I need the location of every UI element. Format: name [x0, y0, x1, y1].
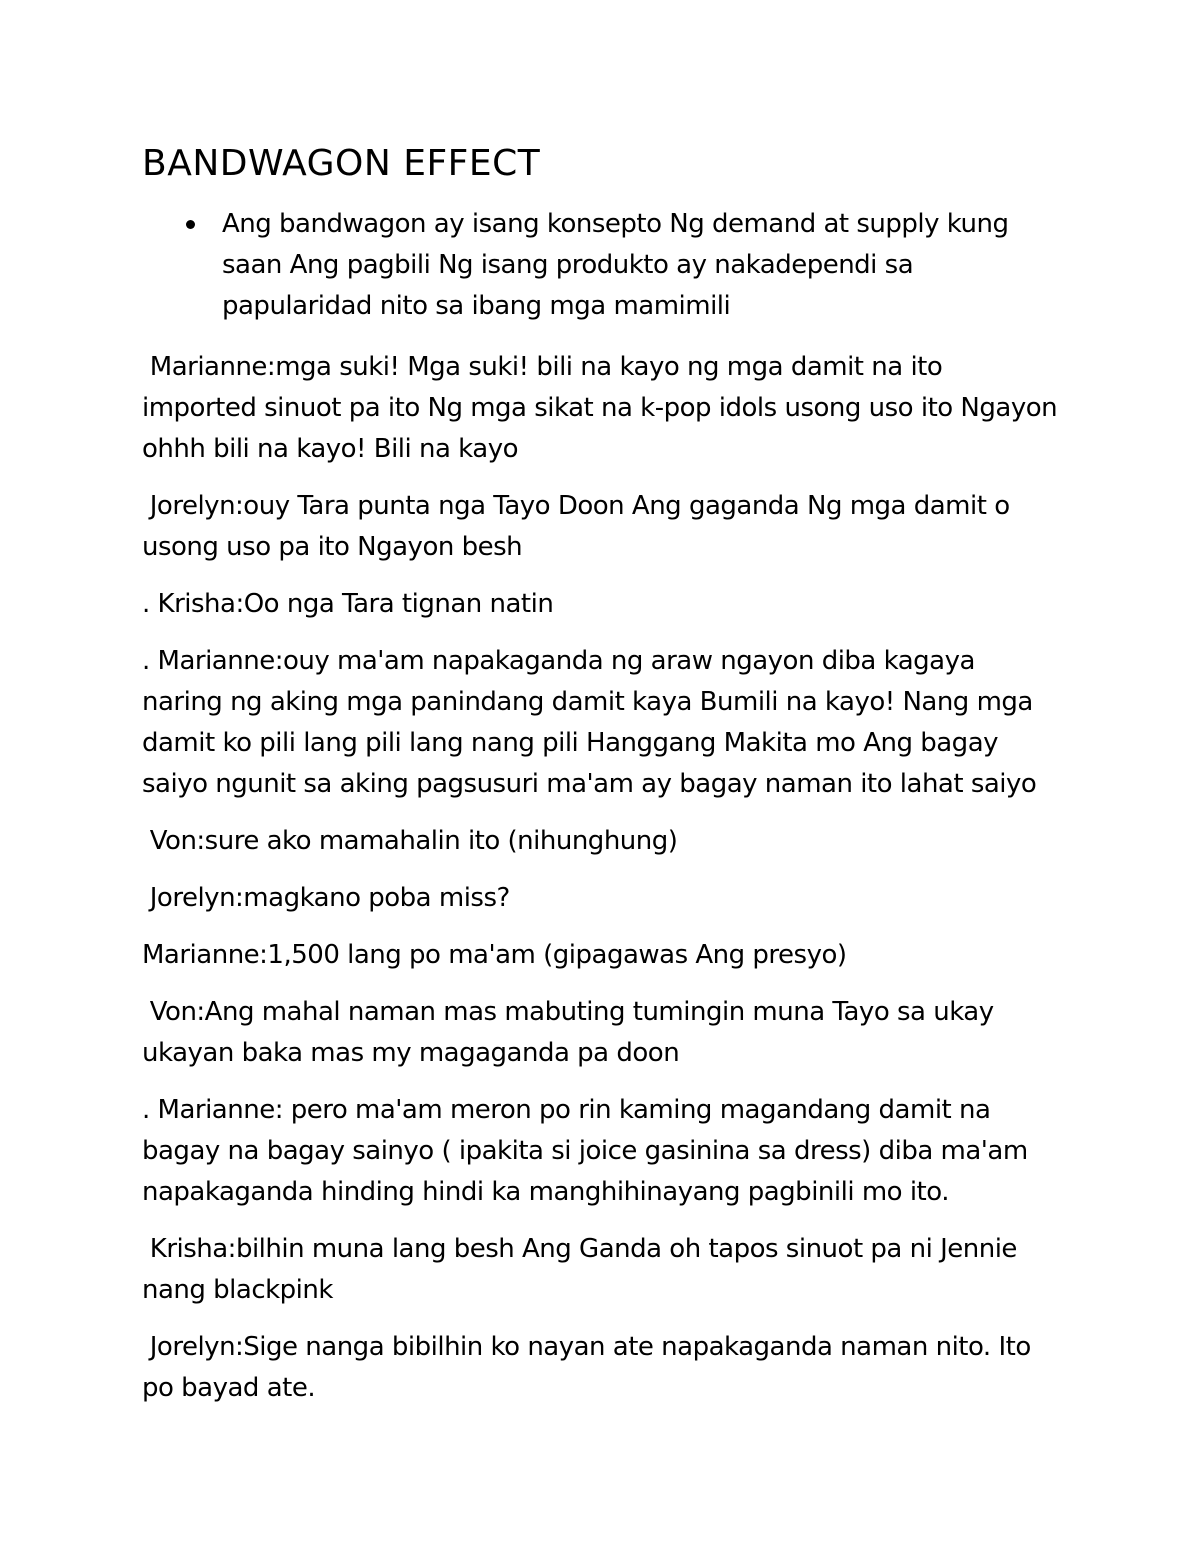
- dialogue-line: . Marianne:ouy ma'am napakaganda ng araw ngayon diba kagaya naring ng aking mga panindang damit kaya Bumili na kayo! Nang mga damit ko pili lang pili lang nang pili Hanggang Makita mo Ang bagay saiyo ngunit sa aking pagsusuri ma'am ay bagay naman ito lahat saiyo: [142, 646, 1041, 799]
- bullet-list: [142, 204, 1062, 327]
- dialogue-line: Jorelyn:magkano poba miss?: [142, 883, 510, 913]
- dialogue-line: Marianne:mga suki! Mga suki! bili na kayo ng mga damit na ito imported sinuot pa ito Ng mga sikat na k-pop idols usong uso ito Ngayon ohhh bili na kayo! Bili na kayo: [142, 352, 1065, 464]
- bullet-text: Ang bandwagon ay isang konsepto Ng demand at supply kung saan Ang pagbili Ng isang produkto ay nakadependi sa papularidad nito sa ibang mga mamimili: [222, 209, 1009, 321]
- dialogue-line: . Marianne: pero ma'am meron po rin kaming magandang damit na bagay na bagay sainyo ( ipakita si joice gasinina sa dress) diba ma'am napakaganda hinding hindi ka manghihinayang pagbinili mo ito.: [142, 1095, 1036, 1207]
- dialogue-line: Jorelyn:ouy Tara punta nga Tayo Doon Ang gaganda Ng mga damit o usong uso pa ito Ngayon besh: [142, 491, 1018, 562]
- bullet-icon: [186, 220, 195, 229]
- document-body: [142, 140, 1065, 1425]
- dialogue-line: Krisha:bilhin muna lang besh Ang Ganda oh tapos sinuot pa ni Jennie nang blackpink: [142, 1234, 1025, 1305]
- bullet-item: [142, 204, 1062, 327]
- dialogue-line: Von:Ang mahal naman mas mabuting tumingin muna Tayo sa ukay ukayan baka mas my magaganda pa doon: [142, 997, 1002, 1068]
- dialogue-line: Von:sure ako mamahalin ito (nihunghung): [142, 826, 678, 856]
- dialogue-line: Jorelyn:Sige nanga bibilhin ko nayan ate napakaganda naman nito. Ito po bayad ate.: [142, 1332, 1039, 1403]
- dialogue-line: Marianne:1,500 lang po ma'am (gipagawas Ang presyo): [142, 940, 847, 970]
- document-title: BANDWAGON EFFECT: [142, 143, 541, 184]
- dialogue-line: . Krisha:Oo nga Tara tignan natin: [142, 589, 554, 619]
